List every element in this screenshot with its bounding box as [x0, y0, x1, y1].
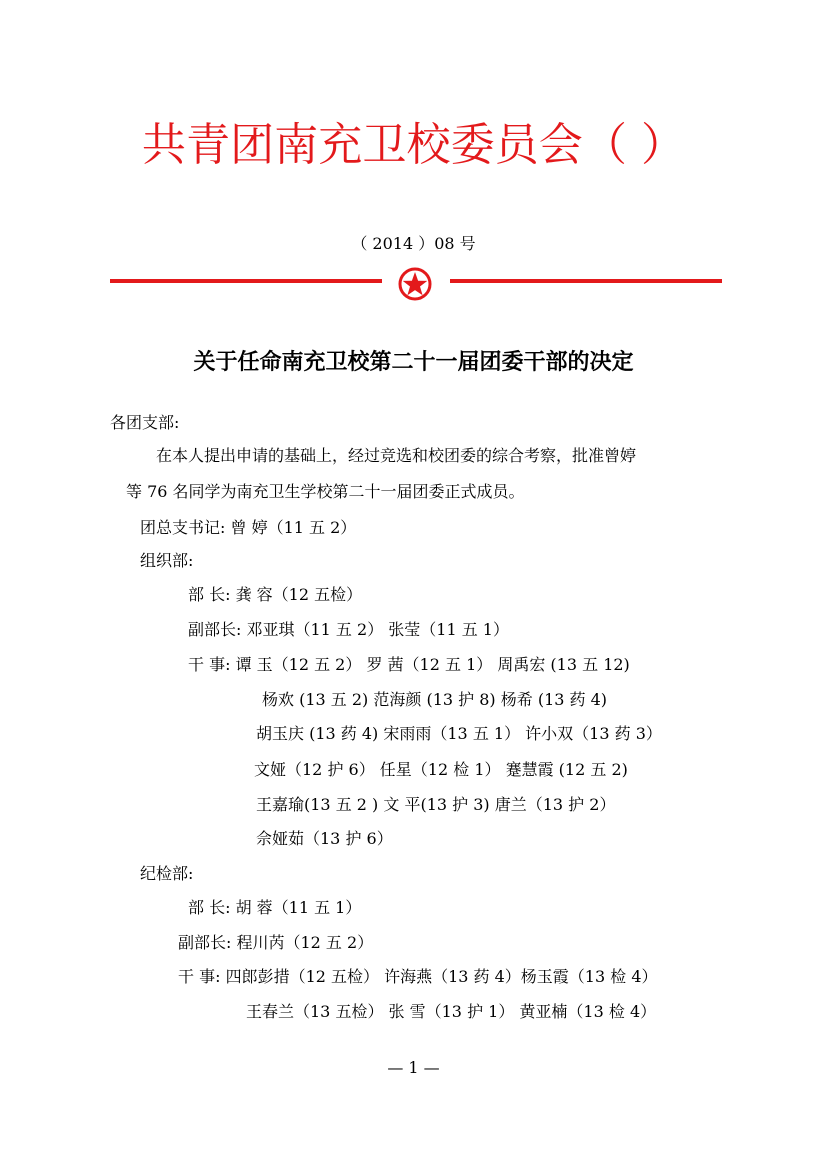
- org-dept-staff-row: 佘娅茹（13 护 6）: [256, 829, 393, 848]
- org-dept-vice: 副部长: 邓亚琪（11 五 2） 张莹（11 五 1）: [188, 620, 509, 639]
- salutation: 各团支部:: [110, 413, 180, 432]
- org-dept-staff-row: 胡玉庆 (13 药 4) 宋雨雨（13 五 1） 许小双（13 药 3）: [256, 724, 662, 743]
- secretary-line: 团总支书记: 曾 婷（11 五 2）: [140, 518, 357, 537]
- org-dept-staff-row: 王嘉瑜(13 五 2 ) 文 平(13 护 3) 唐兰（13 护 2）: [256, 795, 616, 814]
- paragraph-line-1: 在本人提出申请的基础上，经过竞选和校团委的综合考察，批准曾婷: [156, 446, 637, 465]
- discipline-dept-minister: 部 长: 胡 蓉（11 五 1）: [188, 898, 362, 917]
- org-dept-staff-row: 文娅（12 护 6） 任星（12 检 1） 蹇慧霞 (12 五 2): [254, 760, 628, 779]
- page-number: — 1 —: [387, 1058, 440, 1077]
- org-dept-minister: 部 长: 龚 容（12 五检）: [188, 585, 363, 604]
- org-dept-heading: 组织部:: [140, 551, 194, 570]
- discipline-dept-vice: 副部长: 程川芮（12 五 2）: [178, 933, 374, 952]
- red-divider-right: [450, 279, 722, 283]
- discipline-dept-staff-row: 王春兰（13 五检） 张 雪（13 护 1） 黄亚楠（13 检 4）: [246, 1002, 657, 1021]
- discipline-dept-heading: 纪检部:: [140, 864, 194, 883]
- paragraph-line-2: 等 76 名同学为南充卫生学校第二十一届团委正式成员。: [126, 482, 525, 501]
- red-divider-left: [110, 279, 382, 283]
- org-dept-staff-row: 杨欢 (13 五 2) 范海颜 (13 护 8) 杨希 (13 药 4): [262, 690, 608, 709]
- document-number: （ 2014 ）08 号: [351, 234, 476, 253]
- org-title: 共青团南充卫校委员会（ ）: [141, 118, 686, 171]
- star-in-circle-icon: [398, 267, 432, 301]
- org-dept-staff-row: 干 事: 谭 玉（12 五 2） 罗 茜（12 五 1） 周禹宏 (13 五 12): [188, 655, 630, 674]
- document-title: 关于任命南充卫校第二十一届团委干部的决定: [193, 350, 634, 375]
- discipline-dept-staff-row: 干 事: 四郎彭措（12 五检） 许海燕（13 药 4）杨玉霞（13 检 4）: [178, 967, 658, 986]
